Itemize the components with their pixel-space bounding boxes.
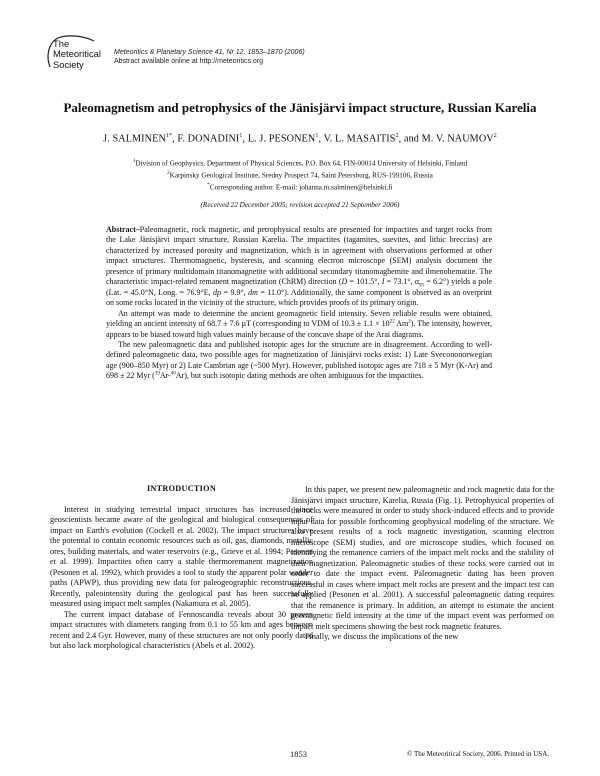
copyright-notice: © The Meteoritical Society, 2006. Printed in USA. xyxy=(407,750,549,758)
logo-wordmark: The Meteoritical Society xyxy=(53,38,101,70)
society-logo xyxy=(44,35,104,71)
author: V. L. MASAITIS xyxy=(323,133,396,145)
body-paragraph: Interest in studying terrestrial impact structures has increased since geoscientists became aware of the geological and biological consequences of impact on Earth's evolution (Cockell et al. 2002). The impact structures have the potential to contain economic resources such as oil, gas, diamonds, metallic ores, building materials, and water reservoirs (e.g., Grieve et al. 1994; Pesonen et al. 1999). Impactites often carry a stable thermoremanent magnetization (Pesonen et al. 1992), which provides a tool to study the apparent polar wander paths (APWP), thus providing new data for paleogeographic reconstructions. Recently, paleointensity during the geological past has been successfully measured using impact melt samples (Nakamura et al. 2005). xyxy=(50,504,313,608)
corresponding-author: *Corresponding author. E-mail: johanna.m.salminen@helsinki.fi xyxy=(207,182,393,192)
author-mark: 2 xyxy=(493,133,497,139)
article-title: Paleomagnetism and petrophysics of the Jänisjärvi impact structure, Russian Karelia xyxy=(63,100,537,115)
author-mark: 1* xyxy=(165,133,173,139)
journal-online-note: Abstract available online at http://meteoritics.org xyxy=(114,58,264,65)
author-list: J. $SALMINEN^{1*}$, F. DONADINI$^1$, L. J. PESONEN$^1$, V. L. MASAITIS$^2$, and M. V. NAUMOV$^2$ xyxy=(103,133,497,145)
abstract-paragraph: An attempt was made to determine the ancient geomagnetic field intensity. Seven reliable results were obtained, yielding an ancient intensity of 68.7 ± 7.6 µT (corresponding to VDM of $10.3 \pm 1.1 \times 10^{22}$ Am$^2$). The intensity, however, appears to be biased toward high values mainly because of the concave shape of the Arai diagrams. xyxy=(106,308,493,339)
affiliation: $^1$Division of Geophysics, Department of Physical Sciences, P.O. Box 64, FIN-00014 University of Helsinki, Finland xyxy=(132,159,468,168)
author: F. DONADINI xyxy=(177,133,240,145)
abstract xyxy=(106,225,492,382)
affiliations xyxy=(60,157,540,193)
author: M. V. NAUMOV xyxy=(421,133,494,145)
journal-citation: Meteoritics & Planetary Science 41, Nr 12, 1853–1870 (2006) xyxy=(114,49,305,56)
author-mark: 1 xyxy=(315,133,319,139)
body-paragraph: The current impact database of Fennoscandia reveals about 30 proven impact structures with diameters ranging from 0.1 to 55 km and ages between recent and 2.4 Gyr. However, many of these structures are not only poorly dated but also lack morphological characteristics (Abels et al. 2002). xyxy=(50,609,313,650)
page-number: 1853 xyxy=(290,749,307,759)
author: L. J. PESONEN xyxy=(247,133,316,145)
body-paragraph: Finally, we discuss the implications of the new xyxy=(305,632,459,641)
abstract-label: Abstract– xyxy=(106,225,140,234)
abstract-paragraph: Abstract–Paleomagnetic, rock magnetic, and petrophysical results are presented for impactites and target rocks from the Lake Jänisjärvi impact structure, Russian Karelia. The impactites (tagamites, suevites, and lithic breccias) are characterized by increased porosity and magnetization, which is in agreement with observations performed at other impact structures. Thermomagnetic, hysteresis, and scanning electron microscope (SEM) analysis document the presence of primary multidomain titanomagnetite with additional secondary titanomaghemite and ilmenohematite. The characteristic impact-related remanent magnetization (ChRM) direction (D = 101.5°, I = 73.1°, $\alpha_{95} = 6.2^\circ$) yields a pole (Lat. = 45.0°N, Long. = 76.9°E, dp = 9.9°, dm = 11.0°). Additionally, the same component is observed as an overprint on some rocks located in the vicinity of the structure, which provides proofs of its primary origin. xyxy=(106,225,493,308)
body-paragraph: In this paper, we present new paleomagnetic and rock magnetic data for the Jänisjärvi impact structure, Karelia, Russia (Fig. 1). Petrophysical properties of the rocks were measured in order to study shock-induced effects and to provide input data for possible forthcoming geophysical modeling of the structure. We also present results of a rock magnetic investigation, scanning electron microscope (SEM) studies, and ore microscope studies, which focused on identifying the remanence carriers of the impact melt rocks and the stability of their magnetization. Paleomagnetic studies of these rocks were carried out in order to date the impact event. Paleomagnetic dating has been proven successful in cases where impact melt rocks are present and the impact test can be applied (Pesonen et al. 2001). A successful paleomagnetic dating requires that the remanence is primary. In addition, an attempt to estimate the ancient geomagnetic field intensity at the time of the impact event was performed on impact melt specimens showing the best rock magnetic features. xyxy=(291,485,554,631)
section-heading: INTRODUCTION xyxy=(146,484,217,493)
author-mark: 1 xyxy=(239,133,243,139)
received-dates: (Received 22 December 2005; revision accepted 21 September 2006) xyxy=(200,201,400,209)
body-column-left xyxy=(50,484,313,652)
author-mark: 2 xyxy=(395,133,399,139)
affiliation: $^2$Karpinsky Geological Institute, Sredny Prospect 74, Saint Petersburg, RUS-199106, Russia xyxy=(167,170,433,180)
author: J. SALMINEN xyxy=(103,133,166,145)
journal-header xyxy=(114,48,305,66)
body-column-right xyxy=(291,485,554,643)
abstract-paragraph: The new paleomagnetic data and published isotopic ages for the structure are in disagreement. According to well-defined paleomagnetic data, two possible ages for magnetization of Jänisjärvi rocks exist: 1) Late Svecononorwegian age (900–850 Myr) or 2) Late Cambrian age (~500 Myr). However, published isotopic ages are 718 ± 5 Myr (K-Ar) and 698 ± 22 Myr ($^{39}$Ar-$^{40}$Ar), but such isotopic dating methods are often ambiguous for the impactites. xyxy=(106,339,492,381)
